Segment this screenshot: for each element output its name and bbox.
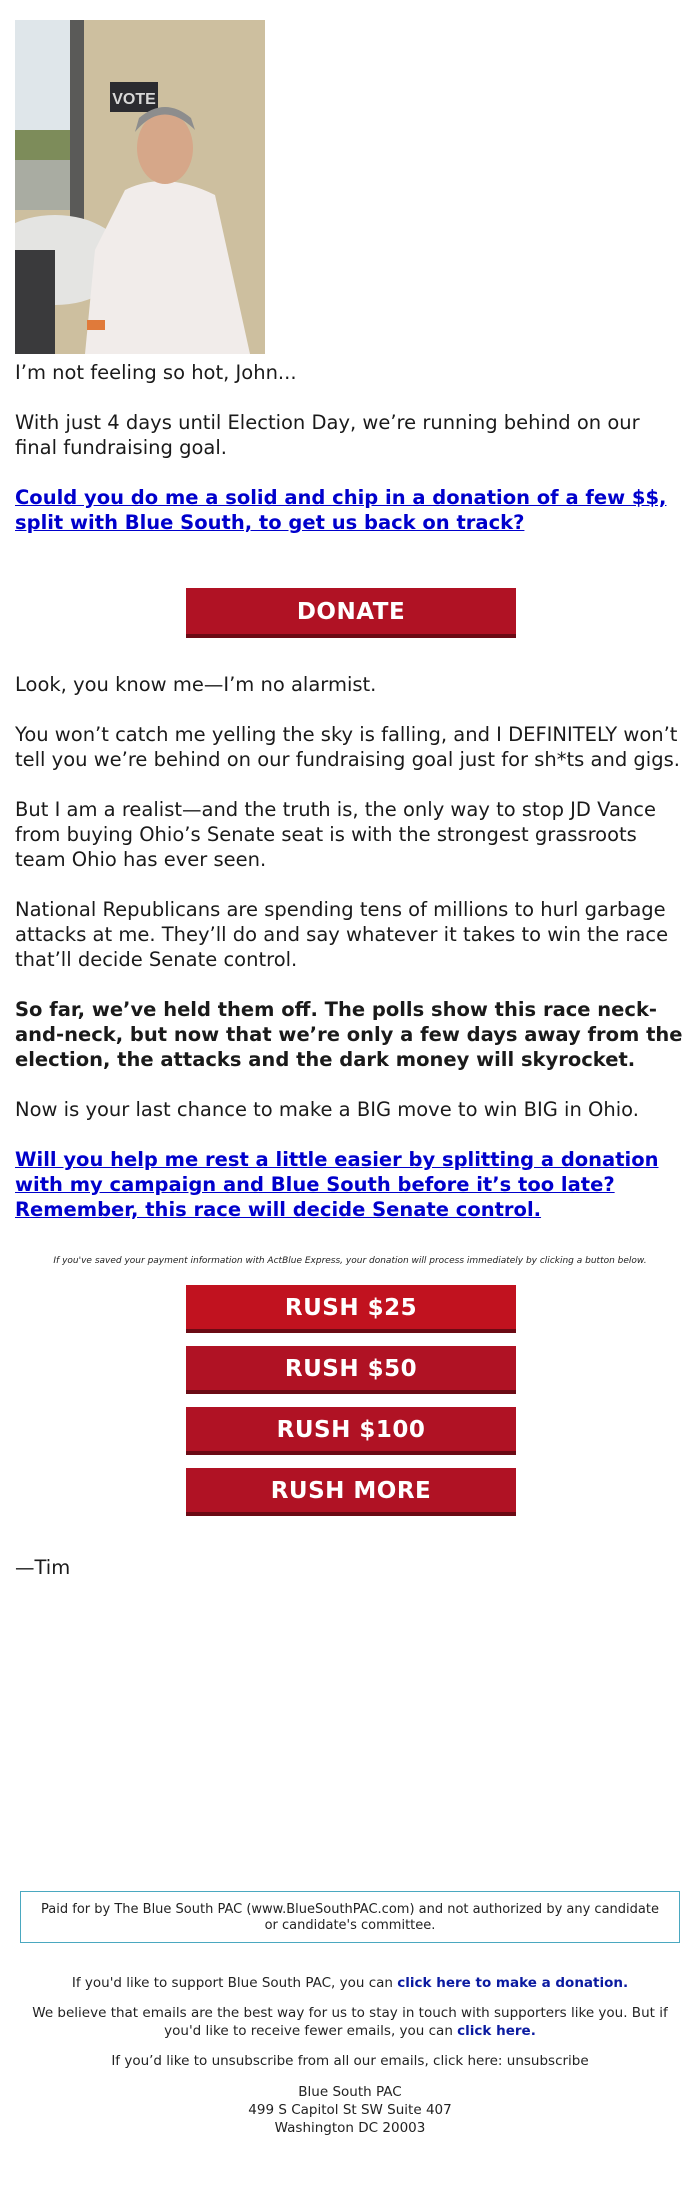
emails-text: We believe that emails are the best way for us to stay in touch with supporters like you. But if you'd like to receive fewer emails, you can: [32, 2005, 668, 2039]
org-name: Blue South PAC: [298, 2084, 402, 2100]
paragraph-realist: But I am a realist—and the truth is, the only way to stop JD Vance from buying Ohio’s Senate seat is with the strongest grassroots team Ohio has ever seen.: [15, 798, 656, 871]
donate-link-bottom[interactable]: Will you help me rest a little easier by splitting a donation with my campaign and Blue South before it’s too late? Remember, this race will decide Senate control.: [15, 1148, 659, 1221]
paragraph-deadline: With just 4 days until Election Day, we’re running behind on our final fundraising goal.: [15, 411, 640, 459]
paragraph-polls: So far, we’ve held them off. The polls show this race neck-and-neck, but now that we’re only a few days away from the election, the attacks and the dark money will skyrocket.: [15, 998, 683, 1071]
paragraph-republicans: National Republicans are spending tens of millions to hurl garbage attacks at me. They’ll do and say whatever it takes to win the race that’ll decide Senate control.: [15, 898, 669, 971]
fewer-emails-link[interactable]: click here.: [457, 2023, 536, 2039]
paragraph-last-chance: Now is your last chance to make a BIG move to win BIG in Ohio.: [15, 1098, 639, 1121]
signoff: —Tim: [15, 1556, 71, 1579]
support-text: If you'd like to support Blue South PAC, you can: [71, 1975, 398, 1991]
vote-sign-text: VOTE: [112, 91, 156, 108]
paragraph-alarmist: Look, you know me—I’m no alarmist.: [15, 673, 377, 696]
rush-100-button[interactable]: RUSH $100: [186, 1407, 516, 1455]
paid-for-disclaimer: [20, 1891, 680, 1943]
support-line: [15, 1974, 685, 1992]
disclaimer-text: Paid for by The Blue South PAC (www.BlueSouthPAC.com) and not authorized by any candidate or candidate's committee.: [41, 1902, 659, 1933]
paragraph-sky-falling: You won’t catch me yelling the sky is falling, and I DEFINITELY won’t tell you we’re behind on our fundraising goal just for sh*ts and gigs.: [15, 723, 680, 771]
emails-line: [15, 2004, 685, 2040]
candidate-photo-illustration: [15, 20, 265, 354]
rush-50-button[interactable]: RUSH $50: [186, 1346, 516, 1394]
donate-link-top[interactable]: Could you do me a solid and chip in a donation of a few $$, split with Blue South, to get us back on track?: [15, 486, 667, 534]
rush-more-button[interactable]: RUSH MORE: [186, 1468, 516, 1516]
address-line-2: Washington DC 20003: [274, 2120, 426, 2136]
make-donation-link[interactable]: click here to make a donation.: [397, 1975, 629, 1991]
greeting-text: I’m not feeling so hot, John...: [15, 361, 297, 384]
donate-button[interactable]: DONATE: [186, 588, 516, 638]
candidate-photo: [15, 20, 265, 354]
rush-25-button[interactable]: RUSH $25: [186, 1285, 516, 1333]
unsubscribe-line[interactable]: If you’d like to unsubscribe from all our emails, click here: unsubscribe: [111, 2053, 589, 2069]
actblue-express-note: If you've saved your payment information with ActBlue Express, your donation will process immediately by clicking a button below.: [53, 1256, 647, 1266]
address-line-1: 499 S Capitol St SW Suite 407: [248, 2102, 452, 2118]
